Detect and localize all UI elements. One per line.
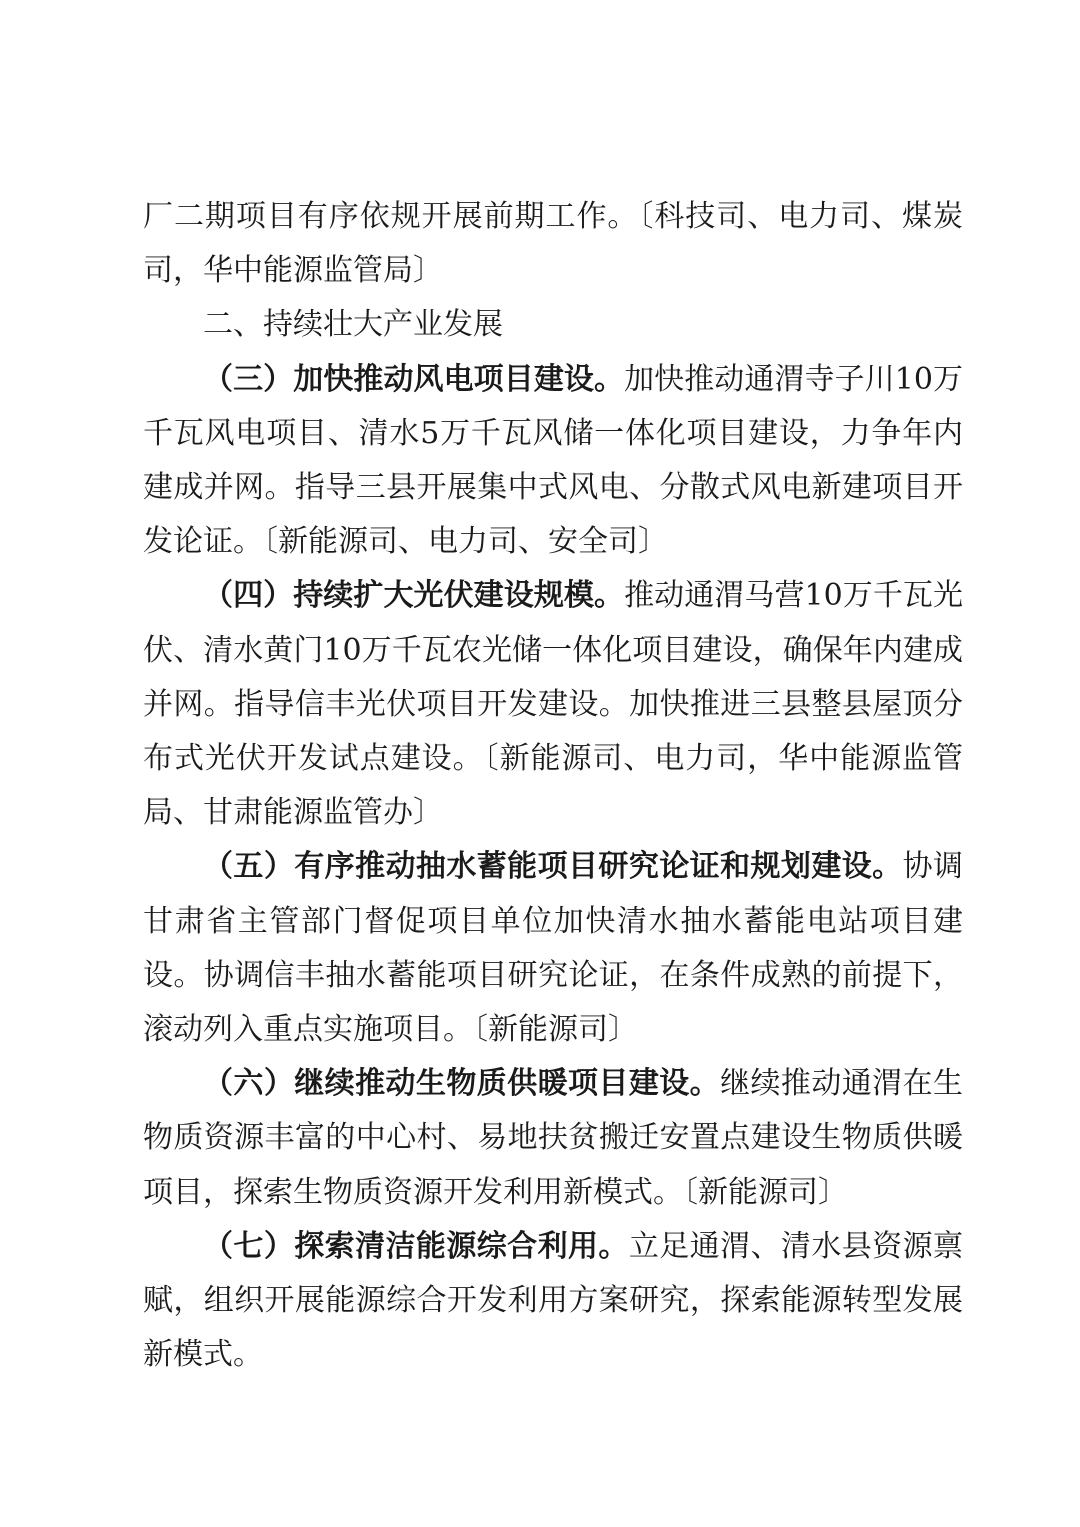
item-paragraph-4 bbox=[143, 569, 963, 840]
item-body: 协调甘肃省主管部门督促项目单位加快清水抽水蓄能电站项目建设。协调信丰抽水蓄能项目研究论证，在条件成熟的前提下，滚动列入重点实施项目。〔新能源司〕 bbox=[143, 849, 964, 1048]
continuation-paragraph bbox=[143, 190, 963, 298]
item-title: （五）有序推动抽水蓄能项目研究论证和规划建设。 bbox=[203, 849, 903, 885]
item-title: （七）探索清洁能源综合利用。 bbox=[203, 1228, 629, 1264]
item-body: 加快推动通渭寺子川10万千瓦风电项目、清水5万千瓦风储一体化项目建设，力争年内建成并网。指导三县开展集中式风电、分散式风电新建项目开发论证。〔新能源司、电力司、安全司〕 bbox=[143, 361, 963, 560]
continuation-text: 厂二期项目有序依规开展前期工作。〔科技司、电力司、煤炭司，华中能源监管局〕 bbox=[143, 199, 963, 289]
item-title: （六）继续推动生物质供暖项目建设。 bbox=[203, 1066, 721, 1102]
document-body bbox=[143, 190, 963, 1382]
item-paragraph-7 bbox=[143, 1220, 963, 1383]
item-body: 推动通渭马营10万千瓦光伏、清水黄门10万千瓦农光储一体化项目建设，确保年内建成并网。指导信丰光伏项目开发建设。加快推进三县整县屋顶分布式光伏开发试点建设。〔新能源司、电力司，华中能源监管局、甘肃能源监管办〕 bbox=[143, 578, 963, 831]
item-body: 立足通渭、清水县资源禀赋，组织开展能源综合开发利用方案研究，探索能源转型发展新模式。 bbox=[143, 1228, 964, 1373]
item-paragraph-6 bbox=[143, 1057, 963, 1220]
item-paragraph-5 bbox=[143, 840, 963, 1057]
section-heading bbox=[143, 298, 963, 352]
item-paragraph-3 bbox=[143, 353, 963, 570]
section-heading-text: 二、持续壮大产业发展 bbox=[203, 307, 503, 343]
item-title: （四）持续扩大光伏建设规模。 bbox=[203, 578, 625, 614]
item-body: 继续推动通渭在生物质资源丰富的中心村、易地扶贫搬迁安置点建设生物质供暖项目，探索生物质资源开发利用新模式。〔新能源司〕 bbox=[143, 1066, 964, 1210]
item-title: （三）加快推动风电项目建设。 bbox=[203, 361, 625, 397]
